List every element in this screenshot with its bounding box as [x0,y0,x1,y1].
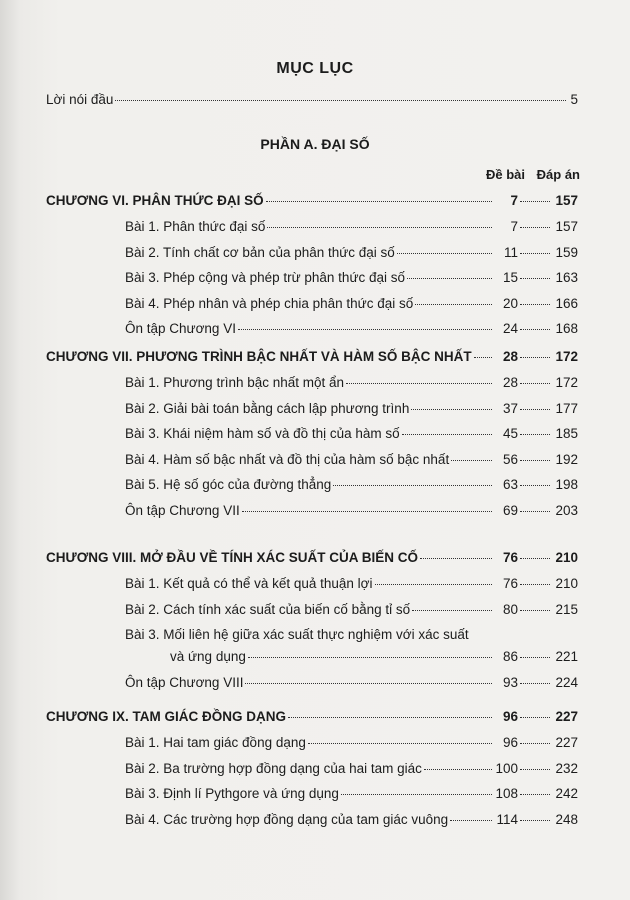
page-de-bai: 100 [495,760,518,776]
chapter-row [46,193,578,213]
toc-label: Bài 4. Phép nhân và phép chia phân thức đại số [125,295,414,311]
leader-dots [288,717,492,718]
leader-dots [266,201,492,202]
toc-label: Ôn tập Chương VI [125,321,236,336]
toc-label: Bài 5. Hệ số góc của đường thẳng [125,477,332,492]
page-de-bai: 86 [502,649,518,664]
leader-dots [245,683,492,684]
leader-dots [238,329,492,330]
toc-item [125,503,578,523]
toc-label: CHƯƠNG VI. PHÂN THỨC ĐẠI SỐ [46,193,264,208]
leader-dots [341,794,492,795]
page-de-bai: 76 [502,576,518,591]
leader-dots [397,253,492,254]
leader-dots [450,820,492,821]
toc-label: Bài 1. Kết quả có thể và kết quả thuận lợi [125,576,373,591]
intro-row [46,92,578,112]
page-dap-an: 210 [555,576,578,591]
page-de-bai: 28 [502,349,518,364]
toc-item [125,452,578,472]
leader-dots [407,278,492,279]
toc-label: CHƯƠNG VIII. MỞ ĐẦU VỀ TÍNH XÁC SUẤT CỦA BIẾN CỐ [46,550,418,565]
page-dap-an: 248 [555,811,578,827]
leader-dots [520,253,550,254]
page-dap-an: 227 [555,735,578,750]
leader-dots [308,743,492,744]
leader-dots [424,769,492,770]
toc-item [125,270,578,290]
page-dap-an: 192 [555,451,578,467]
page-de-bai: 80 [502,601,518,617]
leader-dots [520,201,550,202]
page-dap-an: 242 [555,786,578,801]
leader-dots [520,558,550,559]
page-de-bai: 11 [503,244,518,260]
page-de-bai: 28 [502,375,518,390]
page-de-bai: 20 [502,295,518,311]
column-de-bai: Đề bài [486,167,526,182]
page-dap-an: 198 [555,477,578,492]
leader-dots [520,511,550,512]
page-dap-an: 215 [555,601,578,617]
page-dap-an: 232 [555,760,578,776]
leader-dots [520,610,550,611]
leader-dots [520,769,550,770]
page-dap-an: 157 [555,193,578,208]
toc-item [125,602,578,622]
leader-dots [520,820,550,821]
toc-label: Bài 3. Khái niệm hàm số và đồ thị của hàm số [125,426,400,441]
leader-dots [248,657,492,658]
toc-label: Bài 4. Các trường hợp đồng dạng của tam giác vuông [125,811,449,827]
leader-dots [333,485,492,486]
page-dap-an: 185 [555,426,578,441]
leader-dots [520,717,550,718]
page-de-bai: 76 [502,550,518,565]
leader-dots [520,485,550,486]
toc-item [170,649,578,669]
page-de-bai: 96 [502,735,518,750]
toc-label: Bài 3. Phép cộng và phép trừ phân thức đại số [125,270,406,285]
toc-item [125,675,578,695]
section-title: PHẦN A. ĐẠI SỐ [260,136,370,152]
toc-label: Bài 4. Hàm số bậc nhất và đồ thị của hàm số bậc nhất [125,451,450,467]
page-de-bai: 63 [502,477,518,492]
leader-dots [415,304,492,305]
toc-label: và ứng dụng [170,649,246,664]
page-de-bai: 37 [502,400,518,416]
toc-item-first-line [125,627,578,647]
leader-dots [451,460,492,461]
toc-label: CHƯƠNG VII. PHƯƠNG TRÌNH BẬC NHẤT VÀ HÀM SỐ BẬC NHẤT [46,349,472,364]
chapter-row [46,550,578,570]
toc-item [125,296,578,316]
toc-label: Bài 3. Định lí Pythgore và ứng dụng [125,786,339,801]
toc-item [125,375,578,395]
leader-dots [412,610,492,611]
leader-dots [520,304,550,305]
page-dap-an: 203 [555,502,578,518]
toc-label: Bài 1. Phương trình bậc nhất một ẩn [125,375,345,390]
page-de-bai: 69 [502,502,518,518]
page-dap-an: 221 [555,649,578,664]
page-de-bai: 7 [510,219,518,234]
leader-dots [242,511,492,512]
toc-label: Bài 2. Ba trường hợp đồng dạng của hai tam giác [125,760,422,776]
toc-item [125,426,578,446]
leader-dots [520,657,550,658]
toc-item [125,245,578,265]
intro-label: Lời nói đầu [46,92,114,107]
toc-item [125,812,578,832]
leader-dots [346,383,492,384]
toc-item [125,735,578,755]
leader-dots [267,227,492,228]
leader-dots [375,584,492,585]
page-de-bai: 24 [502,321,518,336]
leader-dots [520,794,550,795]
leader-dots [411,409,492,410]
toc-label: Bài 1. Phân thức đại số [125,219,266,234]
leader-dots [474,357,492,358]
page-de-bai: 114 [496,811,518,827]
leader-dots [402,434,492,435]
leader-dots [520,278,550,279]
toc-item-label: Bài 3. Mối liên hệ giữa xác suất thực nghiệm với xác suất [125,627,469,642]
toc-label: Ôn tập Chương VII [125,502,240,518]
page-dap-an: 227 [555,709,578,724]
toc-item [125,219,578,239]
page-dap-an: 159 [555,244,578,260]
toc-label: Bài 2. Giải bài toán bằng cách lập phương trình [125,400,410,416]
chapter-row [46,349,578,369]
toc-item [125,321,578,341]
column-dap-an: Đáp án [536,167,580,182]
leader-dots [520,584,550,585]
toc-item [125,786,578,806]
page-dap-an: 172 [555,375,578,390]
leader-dots [520,460,550,461]
page-dap-an: 210 [555,550,578,565]
toc-item [125,401,578,421]
toc-label: CHƯƠNG IX. TAM GIÁC ĐỒNG DẠNG [46,709,286,724]
leader-dots [420,558,492,559]
leader-dots [520,357,550,358]
leader-dots [520,409,550,410]
intro-page: 5 [570,92,578,107]
page-de-bai: 56 [502,451,518,467]
page-dap-an: 168 [555,321,578,336]
toc-label: Bài 1. Hai tam giác đồng dạng [125,735,306,750]
page-de-bai: 15 [502,270,518,285]
toc-item [125,761,578,781]
page-de-bai: 96 [502,709,518,724]
column-headers [478,167,580,182]
leader-dots [520,329,550,330]
toc-label: Ôn tập Chương VIII [125,674,244,690]
leader-dots [520,683,550,684]
leader-dots [520,743,550,744]
toc-label: Bài 2. Cách tính xác suất của biến cố bằng tỉ số [125,601,411,617]
page-dap-an: 166 [555,295,578,311]
page-dap-an: 177 [555,400,578,416]
chapter-row [46,709,578,729]
leader-dots [520,434,550,435]
toc-title: MỤC LỤC [276,60,354,77]
page-dap-an: 172 [555,349,578,364]
leader-dots [520,383,550,384]
page-dap-an: 224 [555,674,578,690]
toc-item [125,477,578,497]
page-dap-an: 163 [555,270,578,285]
page-de-bai: 7 [510,193,518,208]
leader-dots [520,227,550,228]
leader-dots [115,100,566,101]
page-de-bai: 93 [502,674,518,690]
page-de-bai: 108 [495,786,518,801]
toc-item [125,576,578,596]
page-de-bai: 45 [502,426,518,441]
page-dap-an: 157 [555,219,578,234]
toc-label: Bài 2. Tính chất cơ bản của phân thức đại số [125,244,395,260]
